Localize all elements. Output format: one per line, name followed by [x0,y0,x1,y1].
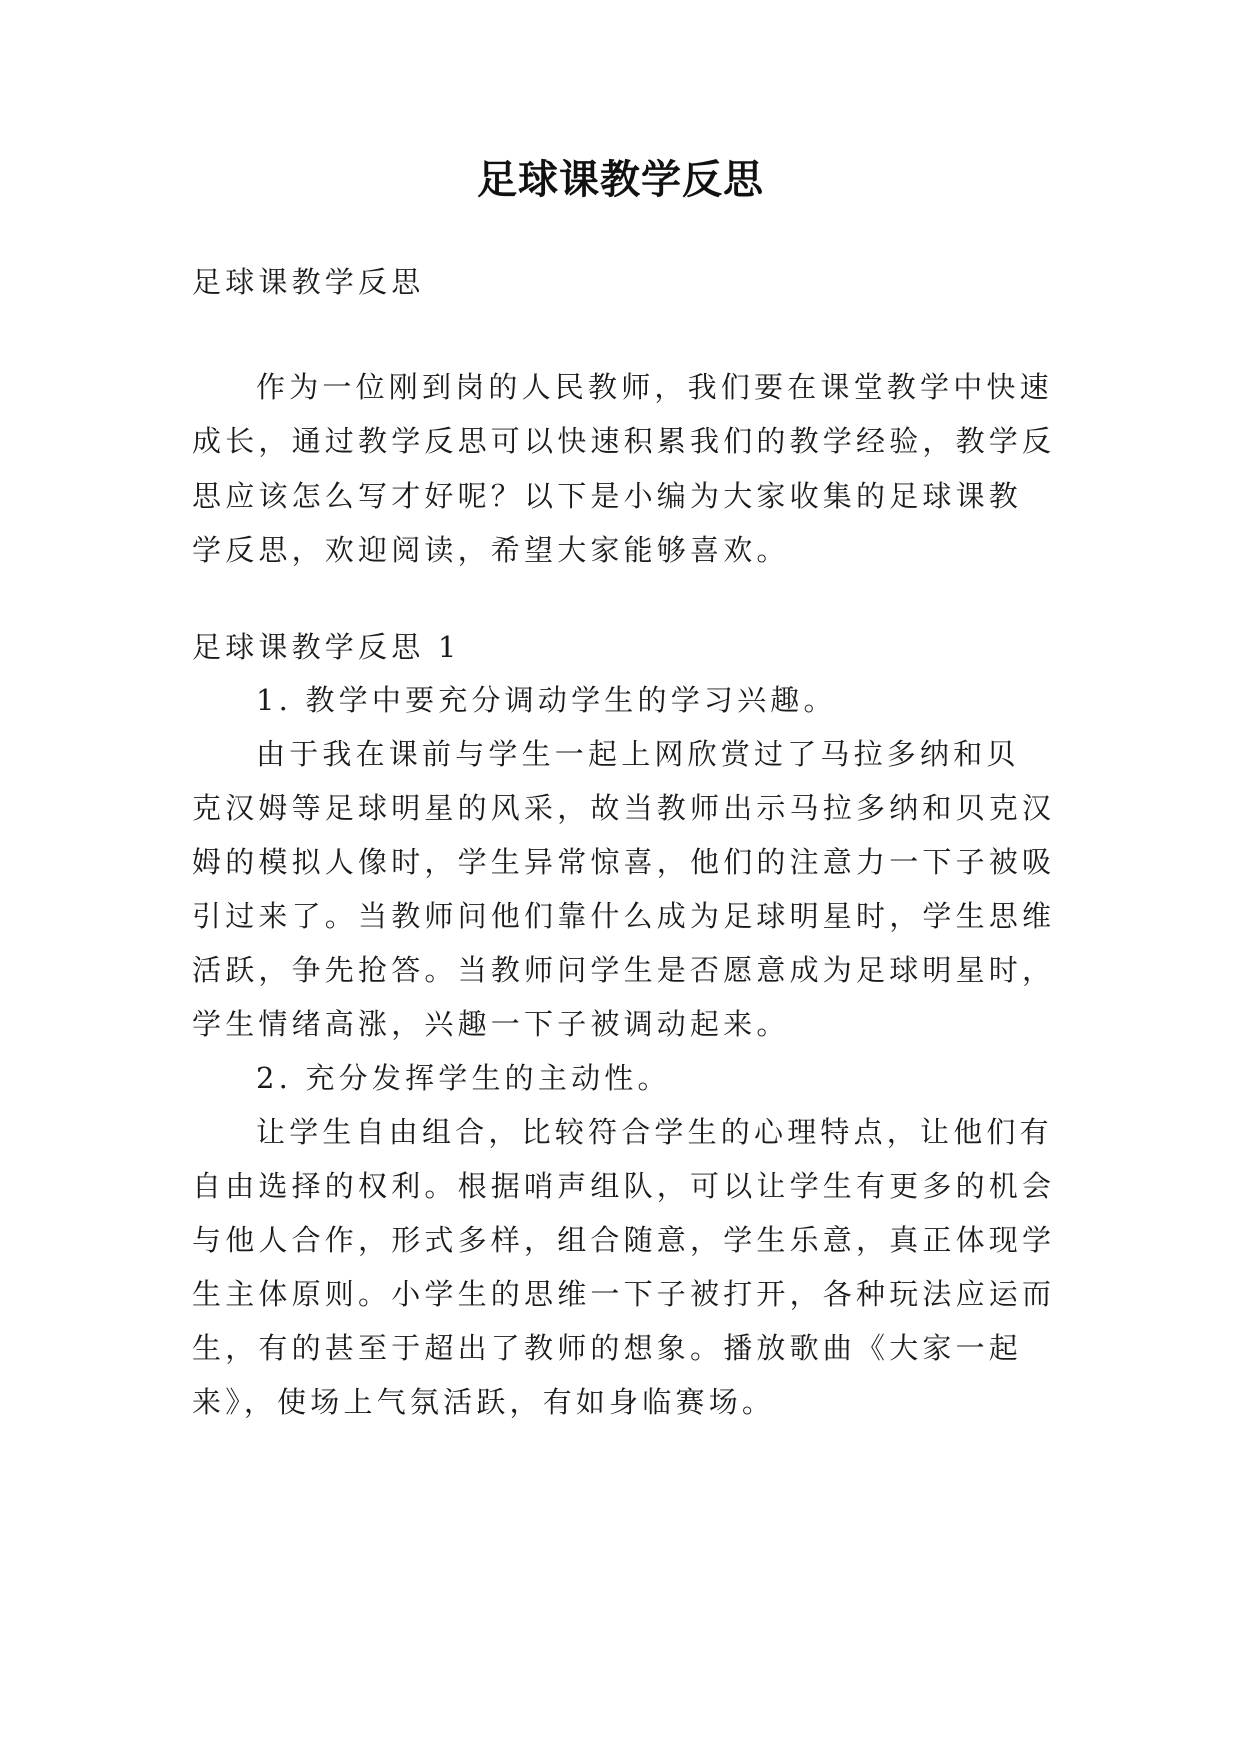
intro-line: 成长，通过教学反思可以快速积累我们的教学经验，教学反 [192,424,1056,458]
paragraph-line: 生主体原则。小学生的思维一下子被打开，各种玩法应运而 [192,1277,1056,1311]
document-subtitle: 足球课教学反思 [192,265,425,299]
paragraph-line: 克汉姆等足球明星的风采，故当教师出示马拉多纳和贝克汉 [192,791,1056,825]
document-title: 足球课教学反思 [477,156,764,203]
paragraph-line: 让学生自由组合，比较符合学生的心理特点，让他们有 [256,1115,1053,1149]
paragraph-line: 姆的模拟人像时，学生异常惊喜，他们的注意力一下子被吸 [192,845,1056,879]
intro-line: 思应该怎么写才好呢？以下是小编为大家收集的足球课教 [192,479,1023,513]
point-heading: 2. 充分发挥学生的主动性。 [256,1061,671,1095]
intro-line: 学反思，欢迎阅读，希望大家能够喜欢。 [192,533,790,567]
paragraph-line: 活跃，争先抢答。当教师问学生是否愿意成为足球明星时， [192,953,1056,987]
paragraph-line: 由于我在课前与学生一起上网欣赏过了马拉多纳和贝 [256,737,1020,771]
paragraph-line: 生，有的甚至于超出了教师的想象。播放歌曲《大家一起 [192,1331,1023,1365]
paragraph-line: 引过来了。当教师问他们靠什么成为足球明星时，学生思维 [192,899,1056,933]
section-heading: 足球课教学反思 1 [192,630,461,664]
paragraph-line: 来》，使场上气氛活跃，有如身临赛场。 [192,1385,776,1419]
paragraph-line: 学生情绪高涨，兴趣一下子被调动起来。 [192,1007,790,1041]
paragraph-line: 自由选择的权利。根据哨声组队，可以让学生有更多的机会 [192,1169,1056,1203]
paragraph-line: 与他人合作，形式多样，组合随意，学生乐意，真正体现学 [192,1223,1056,1257]
intro-line: 作为一位刚到岗的人民教师，我们要在课堂教学中快速 [256,370,1053,404]
point-heading: 1. 教学中要充分调动学生的学习兴趣。 [256,683,837,717]
